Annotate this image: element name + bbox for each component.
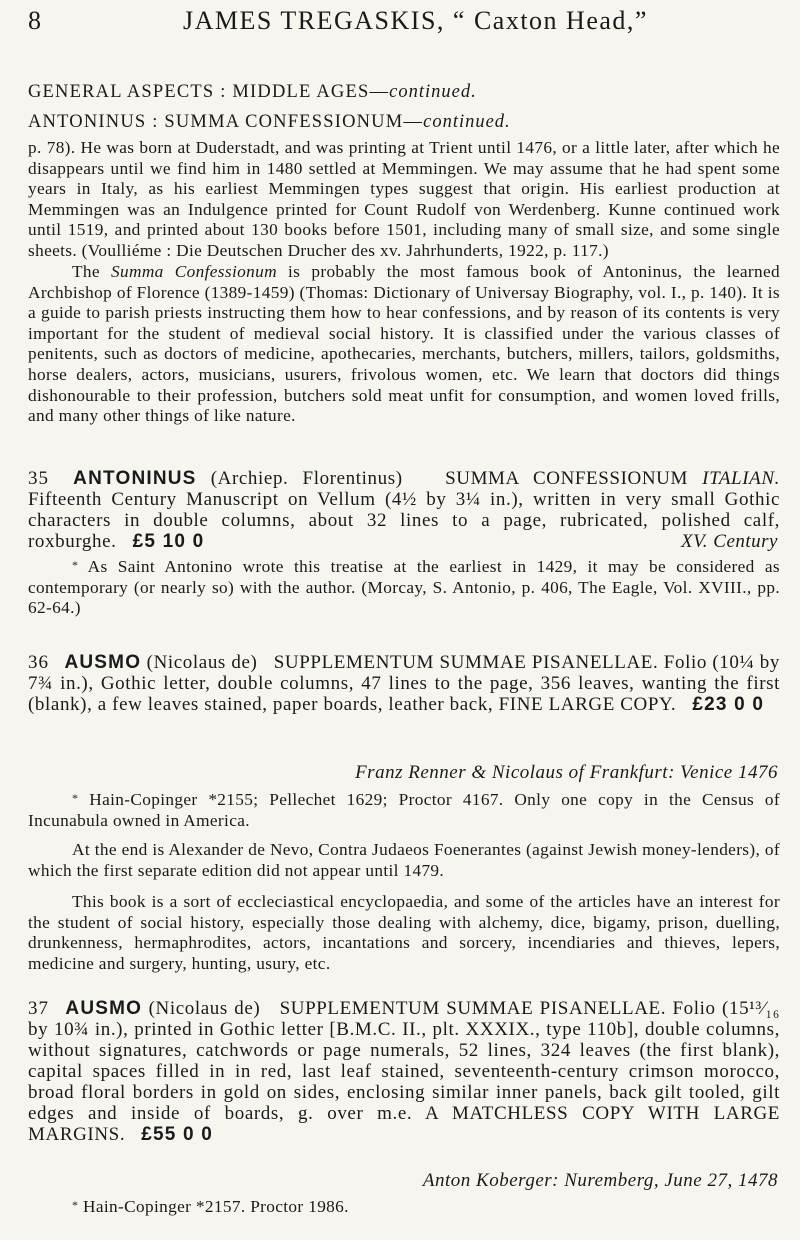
entry-37 bbox=[28, 998, 780, 1145]
entry-title: SUPPLEMENTUM SUMMAE PISANELLAE. bbox=[279, 998, 667, 1019]
entry-number: 36 bbox=[28, 652, 49, 673]
entry-description: Folio (10¼ by 7¾ in.), Gothic letter, double columns, 47 lines to the page, 356 leaves, wanting the first (blank), a few leaves stained, paper boards, leather back, FINE LARGE COPY. bbox=[28, 652, 780, 715]
entry-36-refs: * Hain-Copinger *2155; Pellechet 1629; Proctor 4167. Only one copy in the Census of Incunabula owned in America. bbox=[28, 790, 780, 830]
entry-price: £55 0 0 bbox=[141, 1124, 214, 1145]
running-head bbox=[28, 6, 780, 36]
entry-price: £23 0 0 bbox=[692, 694, 765, 715]
subsection-heading: ANTONINUS : SUMMA CONFESSIONUM—continued. bbox=[28, 112, 511, 132]
entry-35-note: * As Saint Antonino wrote this treatise at the earliest in 1429, it may be considered as contemporary (or nearly so) with the author. (Morcay, S. Antonio, p. 406, The Eagle, Vol. XVIII., pp. 62-64.) bbox=[28, 557, 780, 618]
entry-36-note-1: At the end is Alexander de Nevo, Contra Judaeos Foenerantes (against Jewish money-lenders), of which the first separate edition did not appear until 1479. bbox=[28, 840, 780, 880]
entry-author-detail: (Nicolaus de) bbox=[146, 652, 258, 673]
entry-description: Fifteenth Century Manuscript on Vellum (4½ by 3¼ in.), written in very small Gothic characters in double columns, about 32 lines to a page, rubricated, polished calf, roxburghe. bbox=[28, 489, 780, 552]
entry-36-printer: Franz Renner & Nicolaus of Frankfurt: Venice 1476 bbox=[355, 762, 778, 783]
entry-number: 35 bbox=[28, 468, 49, 489]
entry-36 bbox=[28, 652, 780, 715]
running-title: JAMES TREGASKIS, “ Caxton Head,” bbox=[183, 6, 648, 35]
entry-author-detail: (Nicolaus de) bbox=[148, 998, 261, 1019]
entry-author-detail: (Archiep. Florentinus) bbox=[210, 468, 403, 489]
entry-description: Folio (15¹³⁄₁₆ by 10¾ in.), printed in Gothic letter [B.M.C. II., plt. XXXIX., type 110b], double columns, without signatures, catchwords or page numerals, 52 lines, 324 leaves (the first blank), capital spaces filled in in red, last leaf stained, seventeenth-century crimson morocco, broad floral borders in gold on sides, enclosing similar inner panels, back gilt tooled, gilt edges and inside of boards, g. over m.e. A MATCHLESS COPY WITH LARGE MARGINS. bbox=[28, 998, 780, 1145]
entry-number: 37 bbox=[28, 998, 49, 1019]
intro-paragraph-1: p. 78). He was born at Duderstadt, and was printing at Trient until 1476, or a little later, after which he disappears until we find him in 1480 settled at Memmingen. We may assume that he had spent some years in Italy, as his earliest Memmingen types suggest that origin. His earliest production at Memmingen was an Indulgence printed for Count Rudolf von Werdenberg. Kunne continued work until 1519, and printed about 130 books before 1501, including many of small size, and some single sheets. (Voulliéme : Die Deutschen Drucher des xv. Jahrhunderts, 1922, p. 117.) bbox=[28, 138, 780, 260]
entry-title: SUPPLEMENTUM SUMMAE PISANELLAE. bbox=[273, 652, 659, 673]
entry-author: AUSMO bbox=[64, 652, 142, 673]
entry-author: ANTONINUS bbox=[73, 468, 197, 489]
entry-35 bbox=[28, 468, 780, 552]
entry-37-printer: Anton Koberger: Nuremberg, June 27, 1478 bbox=[422, 1170, 778, 1191]
page-number: 8 bbox=[28, 6, 43, 35]
entry-author: AUSMO bbox=[65, 998, 143, 1019]
entry-language: ITALIAN. bbox=[702, 468, 780, 489]
entry-title: SUMMA CONFESSIONUM bbox=[445, 468, 688, 489]
section-heading: GENERAL ASPECTS : MIDDLE AGES—continued. bbox=[28, 82, 477, 102]
entry-35-date: XV. Century bbox=[681, 531, 778, 552]
entry-37-refs: * Hain-Copinger *2157. Proctor 1986. bbox=[72, 1197, 349, 1216]
entry-36-note-2: This book is a sort of eccleciastical encyclopaedia, and some of the articles have an interest for the student of social history, especially those dealing with alchemy, dice, bigamy, prison, duelling, drunkenness, hermaphrodites, actors, incantations and sorcery, incendiaries and thieves, lepers, medicine and surgery, hunting, usury, etc. bbox=[28, 892, 780, 973]
entry-price: £5 10 0 bbox=[132, 531, 205, 552]
intro-paragraph-2: The Summa Confessionum is probably the most famous book of Antoninus, the learned Archbishop of Florence (1389-1459) (Thomas: Dictionary of Universay Biography, vol. I., p. 140). It is a guide to parish priests instructing them how to hear confessions, and by reason of its contents is very important for the student of medieval social history. It is classified under the various classes of penitents, such as doctors of medicine, apothecaries, merchants, butchers, millers, tailors, goldsmiths, horse dealers, actors, musicians, usurers, frivolous women, etc. We learn that doctors did things dishonourable to their profession, butchers sold meat unfit for consumption, and women loved frills, and many other things of like nature. bbox=[28, 262, 780, 426]
